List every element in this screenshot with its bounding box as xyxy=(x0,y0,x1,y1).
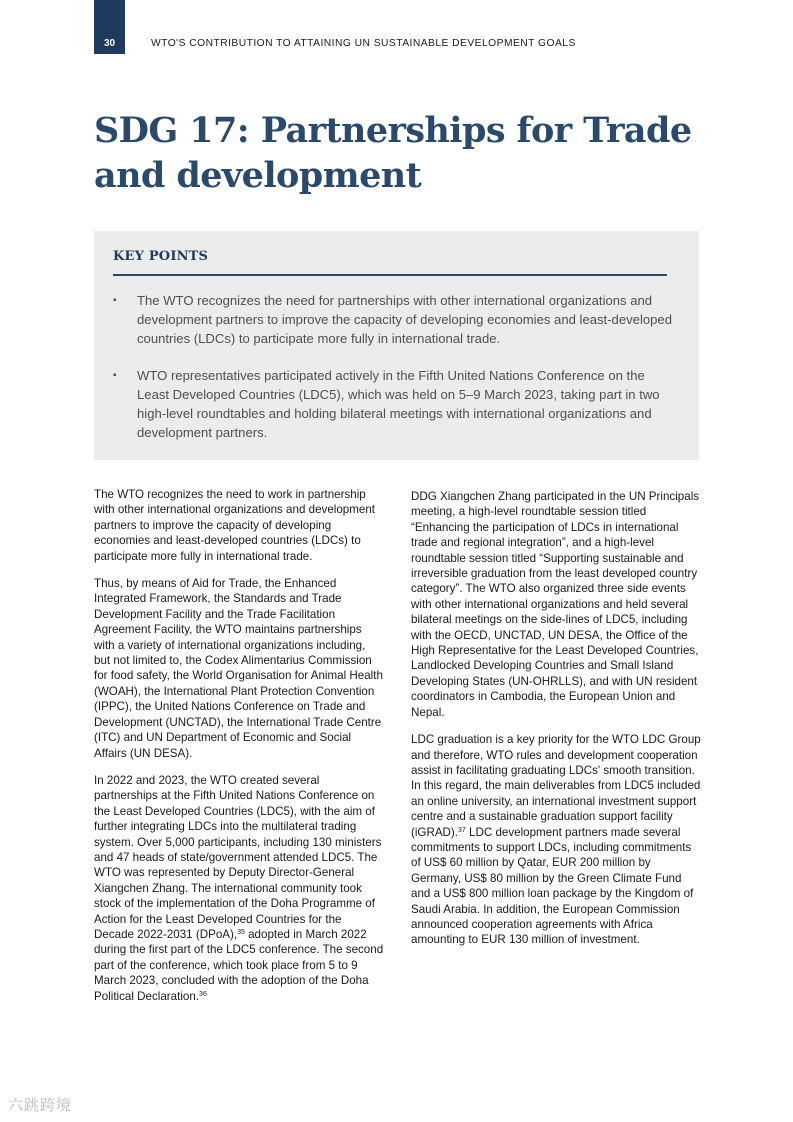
footnote-ref[interactable]: 36 xyxy=(199,990,207,998)
square-bullet-icon: ▪ xyxy=(113,370,117,382)
key-point-item xyxy=(113,367,673,442)
footnote-ref[interactable]: 37 xyxy=(458,826,466,834)
body-paragraph: DDG Xiangchen Zhang participated in the UN Principals meeting, a high-level roundtable session titled “Enhancing the participation of LDCs in international trade and regional integration”, and a high-level roundtable session titled “Supporting sustainable and irreversible graduation from the least developed country category”. The WTO also organized three side events with other international organizations and held several bilateral meetings on the side-lines of LDC5, including with the OECD, UNCTAD, UN DESA, the Office of the High Representative for the Least Developed Countries, Landlocked Developing Countries and Small Island Developing States (UN-OHRLLS), and with UN resident coordinators in Cambodia, the European Union and Nepal. xyxy=(411,490,700,719)
body-paragraph: The WTO recognizes the need to work in partnership with other international organizations and development partners to improve the capacity of developing economies and least-developed countries (LDCs) to participate more fully in international trade. xyxy=(94,488,376,563)
key-points-box xyxy=(94,231,699,460)
body-paragraph: Thus, by means of Aid for Trade, the Enhanced Integrated Framework, the Standards and Trade Development Facility and the Trade Facilitation Agreement Facility, the WTO maintains partnerships with a variety of international organizations including, but not limited to, the Codex Alimentarius Commission for food safety, the World Organisation for Animal Health (WOAH), the International Plant Protection Convention (IPPC), the United Nations Conference on Trade and Development (UNCTAD), the International Trade Centre (ITC) and UN Department of Economic and Social Affairs (UN DESA). xyxy=(94,577,383,760)
page-number: 30 xyxy=(103,38,116,49)
body-text: In 2022 and 2023, the WTO created several partnerships at the Fifth United Nations Conference on the Least Developed Countries (LDC5), with the aim of further integrating LDCs into the multilateral trading system. Over 5,000 participants, including 130 ministers and 47 heads of state/government attended LDC5. The WTO was represented by Deputy Director-General Xiangchen Zhang. The international community took stock of the implementation of the Doha Programme of Action for the Least Developed Countries for the Decade 2022-2031 (DPoA), xyxy=(94,773,382,941)
watermark-logo: 六跳跨境 xyxy=(8,1097,73,1114)
body-text: LDC development partners made several commitments to support LDCs, including commitments of US$ 60 million by Qatar, EUR 200 million by Germany, US$ 80 million by the Green Climate Fund and a US$ 800 million loan package by the Kingdom of Saudi Arabia. In addition, the European Commission announced cooperation agreements with Africa amounting to EUR 130 million of investment. xyxy=(411,825,694,947)
key-point-item xyxy=(113,292,673,348)
page-title: SDG 17: Partnerships for Trade and development xyxy=(94,110,692,196)
key-points-list xyxy=(113,292,673,462)
body-column-left xyxy=(94,487,384,1016)
body-text: LDC graduation is a key priority for the WTO LDC Group and therefore, WTO rules and development cooperation assist in facilitating graduating LDCs' smooth transition. In this regard, the main deliverables from LDC5 included an online university, an international investment support centre and a sustainable graduation support facility (iGRAD). xyxy=(411,733,701,839)
key-points-divider xyxy=(113,274,667,276)
body-column-right xyxy=(411,489,701,960)
square-bullet-icon: ▪ xyxy=(113,295,117,306)
body-paragraph xyxy=(94,773,384,1004)
key-point-text: The WTO recognizes the need for partnerships with other international organizations and development partners to improve the capacity of developing economies and least-developed countries (LDCs) to participate more fully in international trade. xyxy=(137,293,672,346)
key-point-text: WTO representatives participated actively in the Fifth United Nations Conference on the Least Developed Countries (LDC5), which was held on 5–9 March 2023, taking part in two high-level roundtables and holding bilateral meetings with international organizations and development partners. xyxy=(137,368,660,440)
page-number-tab xyxy=(94,0,125,54)
key-points-heading: KEY POINTS xyxy=(113,249,209,264)
footnote-ref[interactable]: 35 xyxy=(237,928,245,936)
body-text: adopted in March 2022 during the first part of the LDC5 conference. The second part of the conference, which took place from 5 to 9 March 2023, concluded with the adoption of the Doha Political Declaration. xyxy=(94,927,384,1003)
body-paragraph xyxy=(411,732,701,948)
running-header: WTO'S CONTRIBUTION TO ATTAINING UN SUSTAINABLE DEVELOPMENT GOALS xyxy=(151,38,576,49)
